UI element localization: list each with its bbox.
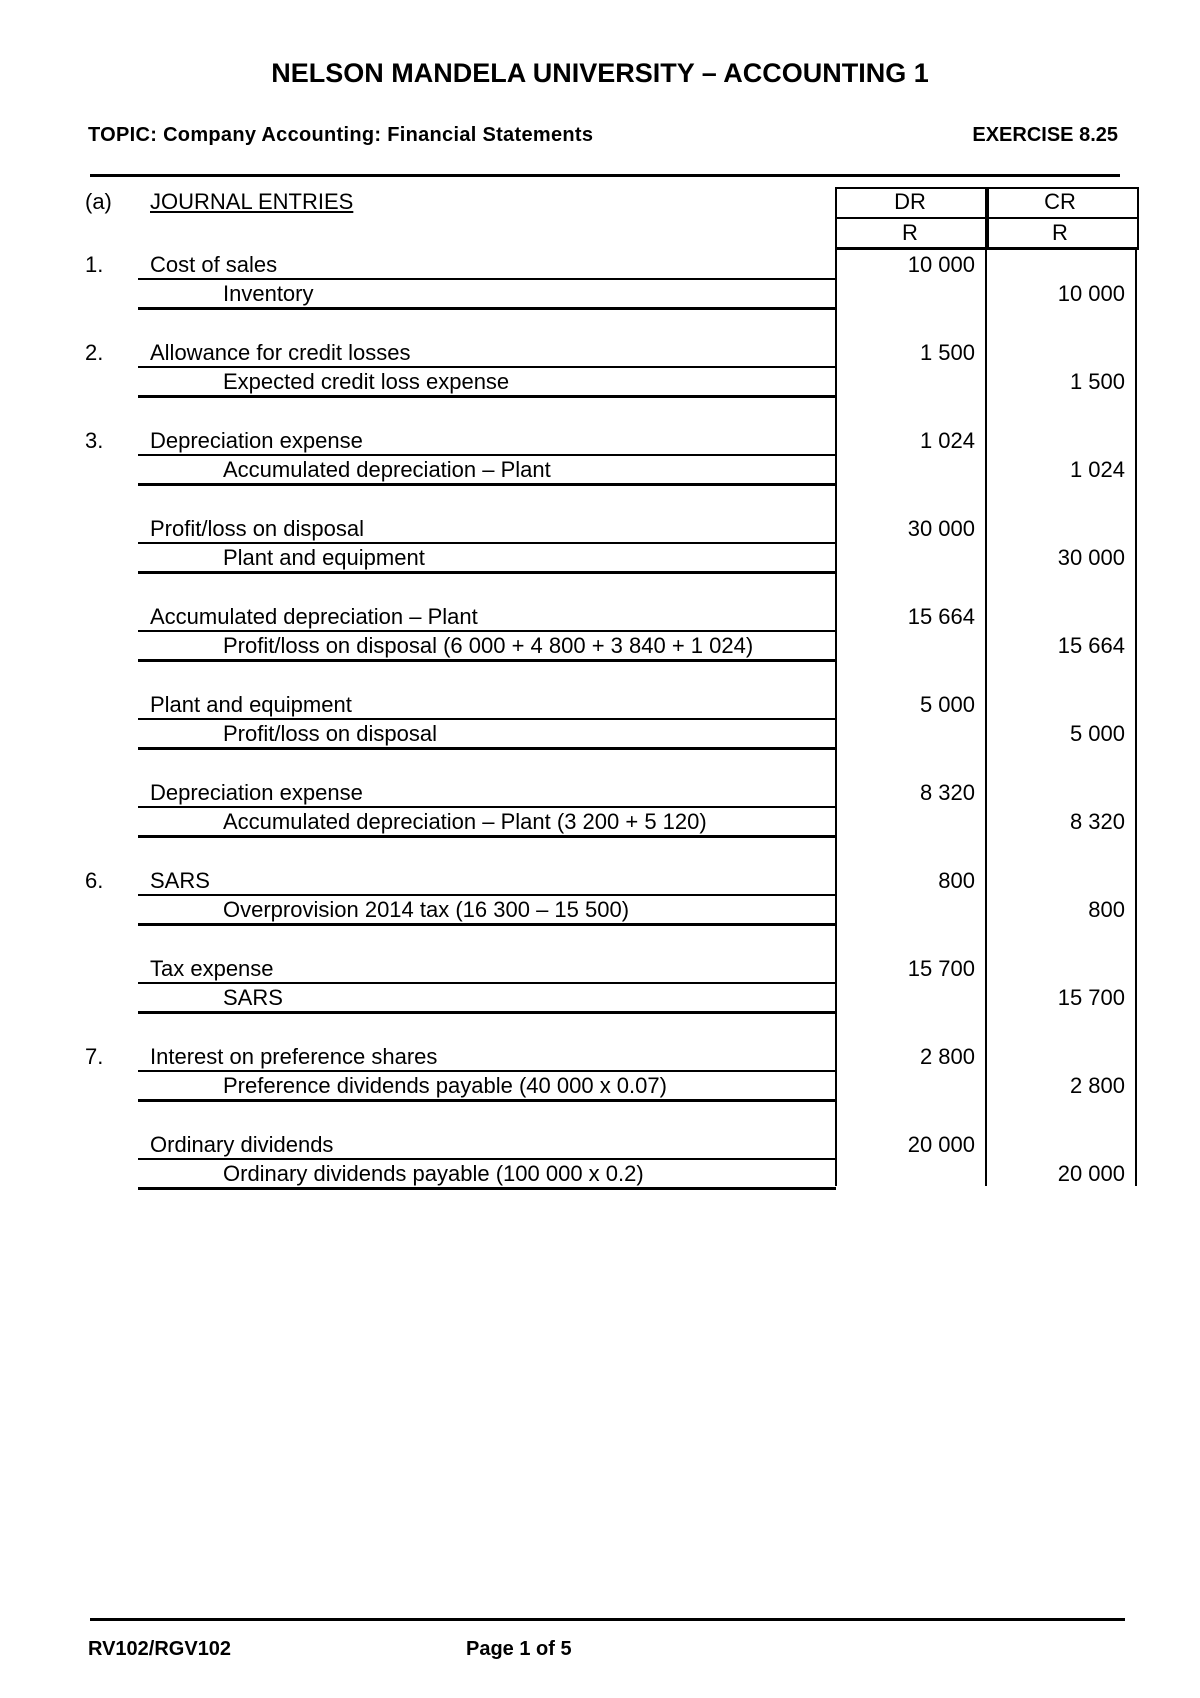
credit-underline xyxy=(138,307,836,310)
debit-account: SARS xyxy=(150,868,210,893)
debit-underline xyxy=(138,630,836,632)
debit-underline xyxy=(138,982,836,984)
course-code: RV102/RGV102 xyxy=(88,1638,232,1660)
entry-number: 3. xyxy=(85,428,104,453)
credit-amount: 8 320 xyxy=(1069,809,1125,834)
credit-amount: 20 000 xyxy=(1057,1161,1125,1186)
debit-account: Plant and equipment xyxy=(150,692,352,717)
debit-amount: 5 000 xyxy=(919,692,975,717)
debit-account: Interest on preference shares xyxy=(150,1044,438,1069)
debit-amount: 1 024 xyxy=(919,428,975,453)
debit-underline xyxy=(138,542,836,544)
debit-account: Cost of sales xyxy=(150,252,278,277)
credit-account: Profit/loss on disposal (6 000 + 4 800 + 3 840 + 1 024) xyxy=(223,633,754,658)
credit-underline xyxy=(138,571,836,574)
credit-underline xyxy=(138,1011,836,1014)
credit-amount: 2 800 xyxy=(1069,1073,1125,1098)
cr-right-line xyxy=(1135,247,1137,1186)
credit-underline xyxy=(138,923,836,926)
exercise-label: EXERCISE 8.25 xyxy=(972,124,1118,146)
cr-unit: R xyxy=(1052,220,1068,245)
debit-amount: 20 000 xyxy=(907,1132,975,1157)
credit-amount: 15 700 xyxy=(1057,985,1125,1010)
debit-underline xyxy=(138,278,836,280)
debit-account: Accumulated depreciation – Plant xyxy=(150,604,478,629)
page-number: Page 1 of 5 xyxy=(466,1638,572,1660)
journal-heading: JOURNAL ENTRIES xyxy=(150,189,354,214)
credit-account: Overprovision 2014 tax (16 300 – 15 500) xyxy=(223,897,630,922)
debit-underline xyxy=(138,1070,836,1072)
credit-account: Plant and equipment xyxy=(223,545,425,570)
debit-underline xyxy=(138,718,836,720)
debit-underline xyxy=(138,894,836,896)
part-label: (a) xyxy=(85,189,112,214)
cr-header: CR xyxy=(1044,189,1076,214)
debit-underline xyxy=(138,806,836,808)
dr-header: DR xyxy=(894,189,926,214)
debit-amount: 8 320 xyxy=(919,780,975,805)
credit-account: Ordinary dividends payable (100 000 x 0.2) xyxy=(223,1161,644,1186)
credit-amount: 10 000 xyxy=(1057,281,1125,306)
credit-underline xyxy=(138,835,836,838)
credit-account: Inventory xyxy=(223,281,314,306)
credit-underline xyxy=(138,483,836,486)
debit-account: Depreciation expense xyxy=(150,780,363,805)
topic-label: TOPIC: Company Accounting: Financial Statements xyxy=(88,124,594,146)
footer-rule xyxy=(90,1618,1125,1621)
credit-amount: 5 000 xyxy=(1069,721,1125,746)
debit-underline xyxy=(138,366,836,368)
credit-amount: 30 000 xyxy=(1057,545,1125,570)
debit-account: Allowance for credit losses xyxy=(150,340,411,365)
entry-number: 6. xyxy=(85,868,104,893)
debit-amount: 15 664 xyxy=(907,604,975,629)
debit-amount: 30 000 xyxy=(907,516,975,541)
credit-account: Preference dividends payable (40 000 x 0.07) xyxy=(223,1073,667,1098)
debit-underline xyxy=(138,454,836,456)
debit-account: Depreciation expense xyxy=(150,428,363,453)
credit-account: Profit/loss on disposal xyxy=(223,721,437,746)
credit-account: SARS xyxy=(223,985,283,1010)
debit-amount: 10 000 xyxy=(907,252,975,277)
header-underline xyxy=(835,247,1139,250)
credit-amount: 15 664 xyxy=(1057,633,1125,658)
credit-underline xyxy=(138,1099,836,1102)
credit-amount: 1 024 xyxy=(1069,457,1125,482)
debit-amount: 15 700 xyxy=(907,956,975,981)
dr-unit: R xyxy=(902,220,918,245)
debit-amount: 2 800 xyxy=(919,1044,975,1069)
debit-account: Ordinary dividends xyxy=(150,1132,334,1157)
entry-number: 2. xyxy=(85,340,104,365)
credit-amount: 1 500 xyxy=(1069,369,1125,394)
credit-account: Accumulated depreciation – Plant (3 200 + 5 120) xyxy=(223,809,707,834)
credit-underline xyxy=(138,747,836,750)
credit-underline xyxy=(138,395,836,398)
debit-underline xyxy=(138,1158,836,1160)
debit-amount: 1 500 xyxy=(919,340,975,365)
credit-account: Expected credit loss expense xyxy=(223,369,510,394)
debit-amount: 800 xyxy=(938,868,975,893)
page-title: NELSON MANDELA UNIVERSITY – ACCOUNTING 1 xyxy=(271,58,929,88)
entry-number: 7. xyxy=(85,1044,104,1069)
credit-account: Accumulated depreciation – Plant xyxy=(223,457,551,482)
credit-amount: 800 xyxy=(1088,897,1125,922)
debit-account: Profit/loss on disposal xyxy=(150,516,364,541)
debit-account: Tax expense xyxy=(150,956,274,981)
credit-underline xyxy=(138,659,836,662)
credit-underline xyxy=(138,1187,836,1190)
entry-number: 1. xyxy=(85,252,104,277)
